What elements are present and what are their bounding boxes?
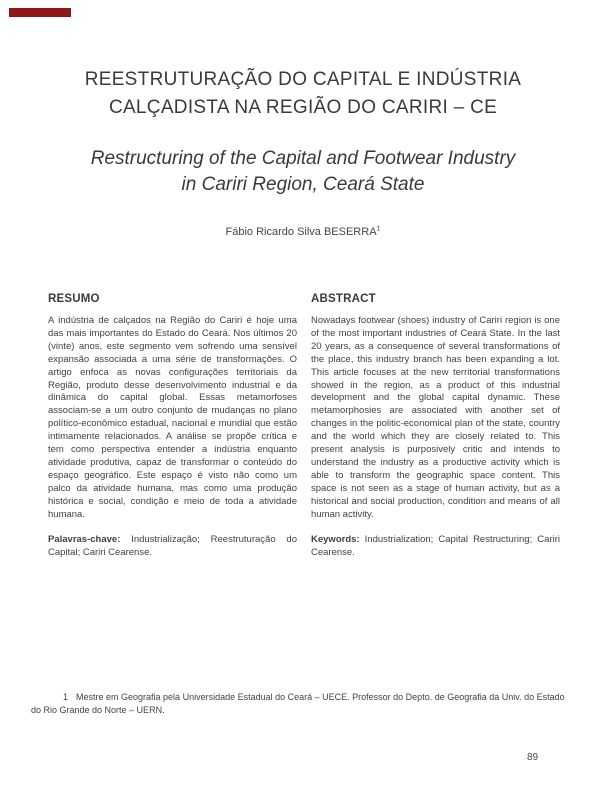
- article-title-line2: CALÇADISTA NA REGIÃO DO CARIRI – CE: [108, 97, 498, 118]
- abstract-keywords: [311, 534, 560, 560]
- footnote: [31, 691, 576, 717]
- footnote-marker: 1: [63, 692, 69, 702]
- resumo-keywords-text: Industrialização; Reestruturação do Capital; Cariri Cearense.: [48, 534, 297, 558]
- author-name: Fábio Ricardo Silva BESERRA: [225, 226, 377, 238]
- article-title-line1: REESTRUTURAÇÃO DO CAPITAL E INDÚSTRIA: [84, 69, 522, 90]
- abstract-keywords-text: Industrialization; Capital Restructuring; Cariri Cearense.: [311, 534, 560, 558]
- author-footnote-ref: 1: [376, 225, 381, 233]
- article-title-portuguese: [0, 66, 606, 122]
- resumo-keywords-label: Palavras-chave:: [48, 534, 121, 545]
- resumo-body: A indústria de calçados na Região do Cariri é hoje uma das mais importantes do Estado do Ceará. Nos últimos 20 (vinte) anos, este segmento vem sofrendo uma sensível expansão associada a uma série de transformações. O artigo enfoca as novas configurações territoriais da Região, produto desse desenvolvimento industrial e da dinâmica do capital global. Essas metamorfoses associam-se a um outro conjunto de mudanças no plano político-econômico estadual, nacional e mundial que estão intimamente relacionados. A análise se propõe crítica e tem como perspectiva entender a indústria enquanto atividade produtiva, capaz de transformar o conteúdo do espaço geográfico. Este espaço é visto não como um palco da atividade humana, mas como uma produção histórica e social, condição e meio de toda a atividade humana.: [48, 315, 297, 520]
- resumo-keywords: [48, 534, 297, 560]
- article-subtitle-line1: Restructuring of the Capital and Footwear Industry: [90, 148, 516, 169]
- article-title-english: [0, 146, 606, 198]
- abstract-column: [311, 293, 560, 560]
- footnote-text: Mestre em Geografia pela Universidade Estadual do Ceará – UECE. Professor do Depto. de Geografia da Univ. do Estado do Rio Grande do Norte – UERN.: [31, 692, 565, 715]
- article-subtitle-line2: in Cariri Region, Ceará State: [181, 174, 425, 195]
- abstract-body: Nowadays footwear (shoes) industry of Cariri region is one of the most important industries of Ceará State. In the last 20 years, as a consequence of several transformations of the place, this industry branch has been expanding a lot. This article focuses at the new territorial transformations showed in the region, as a product of this industrial development and the global capital dynamic. These metamorphosies are associated with another set of changes in the politic-economical plan of the state, country and the world which they are closely related to. This present analysis is purposively critic and intends to understand the industry as a productive activity which is able to transform the geographic space content. This space is not seen as a stage of human activity, but as a historical and social production, condition and means of all human activity.: [311, 315, 560, 520]
- journal-red-mark: [9, 8, 71, 17]
- page-number: 89: [527, 752, 539, 763]
- abstract-heading: ABSTRACT: [311, 293, 376, 305]
- resumo-heading: RESUMO: [48, 293, 100, 305]
- abstract-columns: [48, 293, 560, 560]
- author-byline: [0, 226, 606, 238]
- resumo-column: [48, 293, 297, 560]
- abstract-keywords-label: Keywords:: [311, 534, 360, 545]
